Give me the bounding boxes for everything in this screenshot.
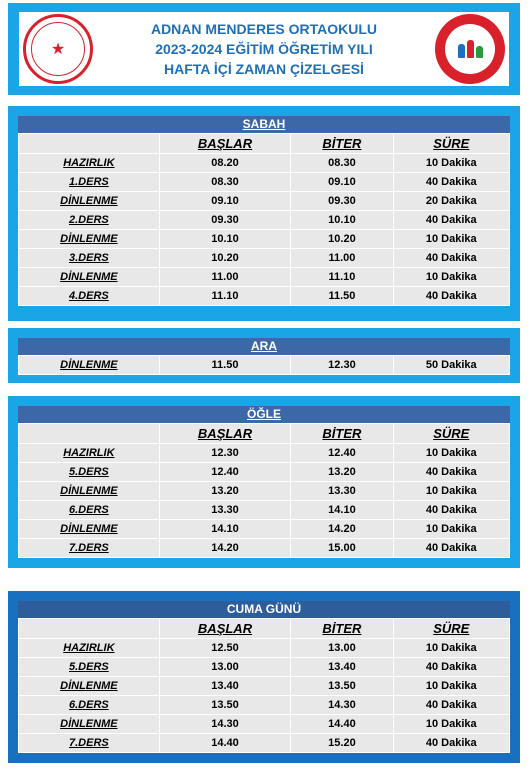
end-time: 15.00 [291,539,393,558]
start-time: 10.20 [159,249,291,268]
table-row [19,734,510,753]
duration: 10 Dakika [393,230,509,249]
table-row [19,463,510,482]
period-name: 3.DERS [19,249,160,268]
duration: 10 Dakika [393,520,509,539]
duration: 40 Dakika [393,539,509,558]
start-time: 11.10 [159,287,291,306]
duration: 10 Dakika [393,268,509,287]
end-time: 13.40 [291,658,393,677]
start-time: 13.50 [159,696,291,715]
period-name: DİNLENME [19,192,160,211]
duration: 20 Dakika [393,192,509,211]
start-time: 10.10 [159,230,291,249]
end-time: 14.10 [291,501,393,520]
start-time: 14.30 [159,715,291,734]
ogle-schedule [18,423,510,558]
header-end: BİTER [291,619,393,639]
end-time: 14.20 [291,520,393,539]
period-name: 2.DERS [19,211,160,230]
duration: 40 Dakika [393,249,509,268]
start-time: 09.10 [159,192,291,211]
period-name: 1.DERS [19,173,160,192]
end-time: 09.10 [291,173,393,192]
table-row [19,230,510,249]
start-time: 12.50 [159,639,291,658]
end-time: 12.30 [291,356,393,375]
end-time: 12.40 [291,444,393,463]
header-banner [8,3,520,95]
end-time: 09.30 [291,192,393,211]
end-time: 13.20 [291,463,393,482]
period-name: HAZIRLIK [19,639,160,658]
header-end: BİTER [291,424,393,444]
table-row [19,154,510,173]
period-name: HAZIRLIK [19,444,160,463]
end-time: 13.30 [291,482,393,501]
table-row [19,444,510,463]
ogle-table [18,406,510,558]
header-inner [19,12,509,86]
ogle-panel [8,396,520,568]
table-row [19,192,510,211]
academic-year: 2023-2024 EĞİTİM ÖĞRETİM YILI [155,41,373,57]
end-time: 14.40 [291,715,393,734]
start-time: 13.30 [159,501,291,520]
start-time: 08.20 [159,154,291,173]
period-name: 7.DERS [19,539,160,558]
ara-schedule [18,355,510,375]
end-time: 11.00 [291,249,393,268]
end-time: 13.00 [291,639,393,658]
start-time: 09.30 [159,211,291,230]
start-time: 12.30 [159,444,291,463]
start-time: 12.40 [159,463,291,482]
period-name: DİNLENME [19,715,160,734]
header-row [19,424,510,444]
header-start: BAŞLAR [159,619,291,639]
table-row [19,287,510,306]
table-row [19,482,510,501]
cuma-table [18,601,510,753]
meb-emblem-icon: ★ [23,14,93,84]
period-name: 6.DERS [19,696,160,715]
header-duration: SÜRE [393,619,509,639]
end-time: 14.30 [291,696,393,715]
cuma-panel [8,591,520,763]
table-row [19,249,510,268]
period-name: 7.DERS [19,734,160,753]
start-time: 13.40 [159,677,291,696]
table-row [19,173,510,192]
header-empty [19,424,160,444]
end-time: 15.20 [291,734,393,753]
duration: 40 Dakika [393,463,509,482]
end-time: 10.10 [291,211,393,230]
period-name: DİNLENME [19,520,160,539]
header-row [19,619,510,639]
schedule-title: HAFTA İÇİ ZAMAN ÇİZELGESİ [164,61,364,77]
duration: 10 Dakika [393,677,509,696]
ara-table [18,338,510,375]
duration: 10 Dakika [393,639,509,658]
cuma-title: CUMA GÜNÜ [18,601,510,618]
duration: 40 Dakika [393,287,509,306]
start-time: 14.20 [159,539,291,558]
period-name: DİNLENME [19,268,160,287]
period-name: 6.DERS [19,501,160,520]
start-time: 11.00 [159,268,291,287]
duration: 10 Dakika [393,154,509,173]
header-empty [19,134,160,154]
header-row [19,134,510,154]
table-row [19,696,510,715]
start-time: 13.20 [159,482,291,501]
period-name: HAZIRLIK [19,154,160,173]
duration: 10 Dakika [393,482,509,501]
end-time: 11.50 [291,287,393,306]
period-name: 5.DERS [19,463,160,482]
period-name: DİNLENME [19,230,160,249]
cuma-schedule [18,618,510,753]
start-time: 14.40 [159,734,291,753]
period-name: 5.DERS [19,658,160,677]
ogle-title: ÖĞLE [18,406,510,423]
start-time: 13.00 [159,658,291,677]
start-time: 11.50 [159,356,291,375]
start-time: 08.30 [159,173,291,192]
header-duration: SÜRE [393,134,509,154]
table-row [19,658,510,677]
duration: 10 Dakika [393,715,509,734]
end-time: 11.10 [291,268,393,287]
table-row [19,715,510,734]
table-row [19,677,510,696]
duration: 40 Dakika [393,696,509,715]
period-name: DİNLENME [19,482,160,501]
header-start: BAŞLAR [159,424,291,444]
start-time: 14.10 [159,520,291,539]
school-logo-icon [435,14,505,84]
duration: 40 Dakika [393,211,509,230]
table-row [19,268,510,287]
table-row [19,501,510,520]
header-duration: SÜRE [393,424,509,444]
ara-panel [8,328,520,383]
end-time: 13.50 [291,677,393,696]
header-end: BİTER [291,134,393,154]
header-empty [19,619,160,639]
table-row [19,639,510,658]
table-row [19,356,510,375]
period-name: 4.DERS [19,287,160,306]
sabah-title: SABAH [18,116,510,133]
period-name: DİNLENME [19,356,160,375]
ara-title: ARA [18,338,510,355]
end-time: 08.30 [291,154,393,173]
page-title [93,19,435,79]
duration: 40 Dakika [393,658,509,677]
duration: 40 Dakika [393,173,509,192]
sabah-schedule [18,133,510,306]
duration: 10 Dakika [393,444,509,463]
duration: 40 Dakika [393,501,509,520]
table-row [19,211,510,230]
header-start: BAŞLAR [159,134,291,154]
end-time: 10.20 [291,230,393,249]
duration: 50 Dakika [393,356,509,375]
sabah-table [18,116,510,306]
school-name: ADNAN MENDERES ORTAOKULU [150,21,378,37]
duration: 40 Dakika [393,734,509,753]
sabah-panel [8,106,520,321]
period-name: DİNLENME [19,677,160,696]
table-row [19,539,510,558]
table-row [19,520,510,539]
